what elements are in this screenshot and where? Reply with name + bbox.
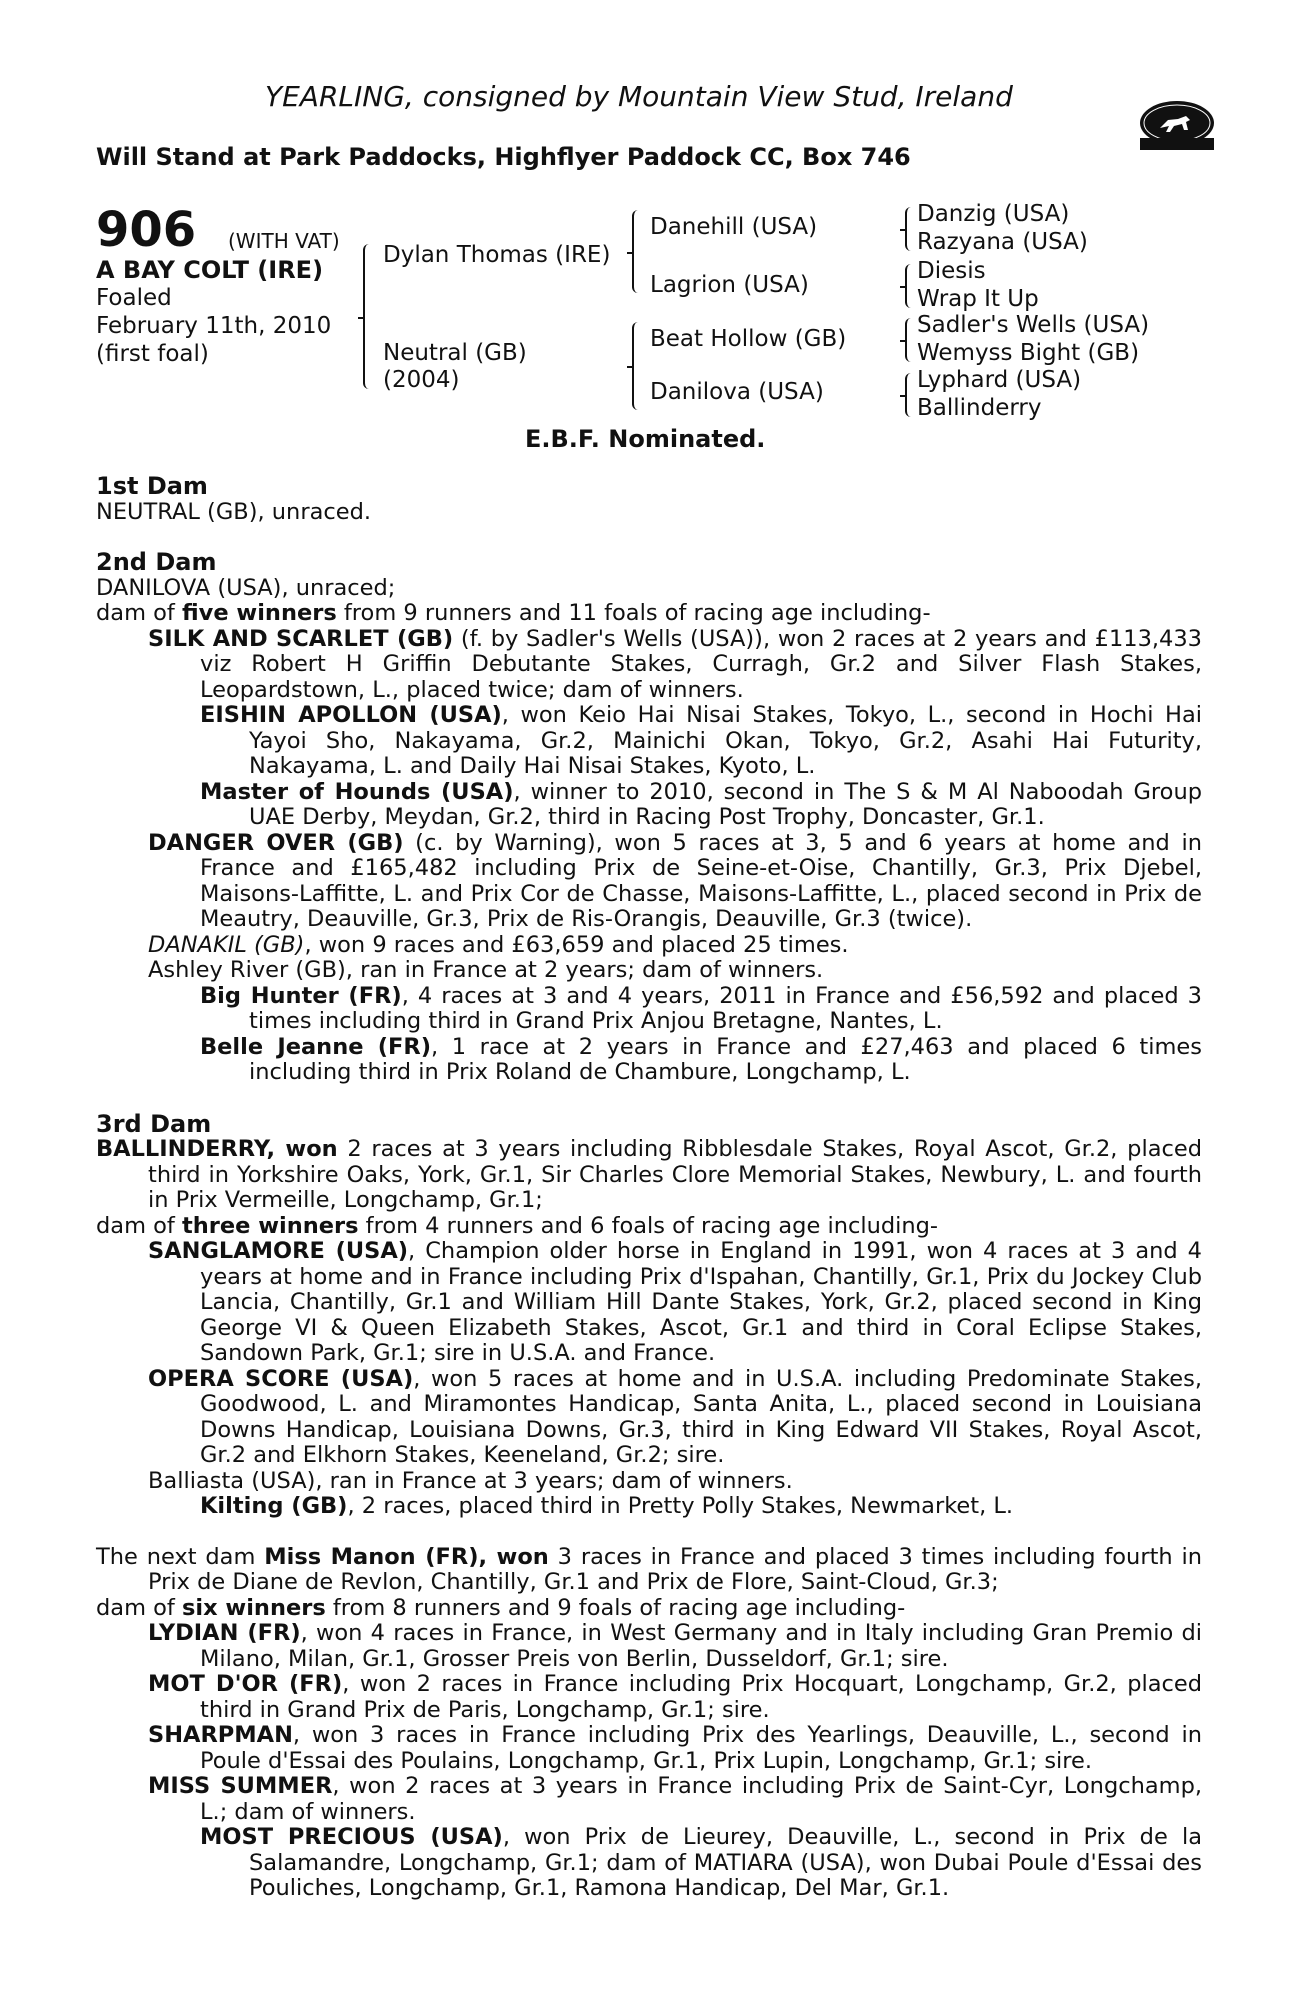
second-dam-entry: Belle Jeanne (FR), 1 race at 2 years in France and £27,463 and placed 6 times including third in Prix Roland de Chambure, Longchamp, L. [200, 1033, 1202, 1085]
next-dam-entry: SHARPMAN, won 3 races in France including Prix des Yearlings, Deauville, L., second in Poule d'Essai des Poulains, Longchamp, Gr.1, Prix Lupin, Longchamp, Gr.1; sire. [148, 1722, 1202, 1774]
page-title: YEARLING, consigned by Mountain View Stud, Ireland [265, 80, 1013, 113]
pedigree-ggs-6: Wemyss Bight (GB) [917, 340, 1140, 366]
pedigree-ggs-5: Sadler's Wells (USA) [917, 312, 1150, 338]
pedigree-ggs-7: Lyphard (USA) [917, 367, 1082, 393]
second-dam-entry: SILK AND SCARLET (GB) (f. by Sadler's Wells (USA)), won 2 races at 2 years and £113,433 viz Robert H Griffin Debutante Stakes, Curragh, Gr.2 and Silver Flash Stakes, Leopardstown, L., placed twice; dam of winners. [148, 625, 1202, 703]
second-dam-entry: DANGER OVER (GB) (c. by Warning), won 5 races at 3, 5 and 6 years at home and in France and £165,482 including Prix de Seine-et-Oise, Chantilly, Gr.3, Prix Djebel, Maisons-Laffitte, L. and Prix Cor de Chasse, Maisons-Laffitte, L., placed second in Prix de Meautry, Deauville, Gr.3, Prix de Ris-Orangis, Deauville, Gr.3 (twice). [148, 829, 1202, 932]
third-dam-entry: Kilting (GB), 2 races, placed third in Pretty Polly Stakes, Newmarket, L. [200, 1493, 1014, 1519]
ggs-brace-1 [905, 207, 915, 251]
lot-number: 906 [96, 202, 197, 258]
next-dam-record: The next dam Miss Manon (FR), won 3 races in France and placed 3 times including fourth in Prix de Diane de Revlon, Chantilly, Gr.1 and Prix de Flore, Saint-Cloud, Gr.3; [96, 1543, 1203, 1595]
pedigree-sire: Dylan Thomas (IRE) [383, 242, 611, 268]
pedigree-dam: Neutral (GB) [383, 340, 527, 366]
second-dam-entry: Master of Hounds (USA), winner to 2010, second in The S & M Al Naboodah Group UAE Derby, Meydan, Gr.2, third in Racing Post Trophy, Doncaster, Gr.1. [200, 778, 1202, 830]
lot-name: A BAY COLT (IRE) [96, 256, 324, 284]
second-dam-entry: DANAKIL (GB), won 9 races and £63,659 and placed 25 times. [148, 931, 849, 958]
pedigree-ggs-2: Razyana (USA) [917, 229, 1088, 255]
ggs-brace-4 [905, 373, 915, 417]
pedigree-gd1: Lagrion (USA) [650, 272, 809, 298]
dam-parents-brace [632, 322, 642, 410]
ggs-brace-2 [905, 264, 915, 308]
third-dam-produce-line: dam of three winners from 4 runners and 6 foals of racing age including- [96, 1212, 939, 1239]
pedigree-ggs-8: Ballinderry [917, 395, 1042, 421]
pedigree-ggs-3: Diesis [917, 258, 986, 284]
third-dam-entry: SANGLAMORE (USA), Champion older horse in England in 1991, won 4 races at 3 and 4 years at home and in France including Prix d'Ispahan, Chantilly, Gr.1, Prix du Jockey Club Lancia, Chantilly, Gr.1 and William Hill Dante Stakes, York, Gr.2, placed second in King George VI & Queen Elizabeth Stakes, Ascot, Gr.1 and third in Coral Eclipse Stakes, Sandown Park, Gr.1; sire in U.S.A. and France. [148, 1238, 1202, 1366]
venue-line: Will Stand at Park Paddocks, Highflyer Paddock CC, Box 746 [96, 143, 911, 171]
third-dam-entry: Balliasta (USA), ran in France at 3 years; dam of winners. [148, 1467, 793, 1494]
next-dam-entry: MOST PRECIOUS (USA), won Prix de Lieurey, Deauville, L., second in Prix de la Salamandre, Longchamp, Gr.1; dam of MATIARA (USA), won Dubai Poule d'Essai des Pouliches, Longchamp, Gr.1, Ramona Handicap, Del Mar, Gr.1. [200, 1824, 1202, 1901]
next-dam-entry: MOT D'OR (FR), won 2 races in France including Prix Hocquart, Longchamp, Gr.2, placed third in Grand Prix de Paris, Longchamp, Gr.1; sire. [148, 1671, 1203, 1723]
pedigree-gs1: Danehill (USA) [650, 214, 818, 240]
second-dam-produce-line: dam of five winners from 9 runners and 11 foals of racing age including- [96, 600, 931, 626]
foaled-date: February 11th, 2010 [96, 313, 332, 339]
catalogue-body [96, 474, 1202, 1902]
second-dam-heading: 2nd Dam [96, 548, 217, 576]
sire-parents-brace [632, 210, 642, 293]
third-dam-heading: 3rd Dam [96, 1109, 212, 1138]
next-dam-produce-line: dam of six winners from 8 runners and 9 foals of racing age including- [96, 1594, 906, 1621]
vat-note: (WITH VAT) [228, 229, 340, 253]
second-dam-line: DANILOVA (USA), unraced; [96, 574, 396, 601]
next-dam-entry: MISS SUMMER, won 2 races at 3 years in France including Prix de Saint-Cyr, Longchamp, L.; dam of winners. [148, 1773, 1202, 1825]
pedigree-gd2: Danilova (USA) [650, 379, 824, 405]
second-dam-entry: EISHIN APOLLON (USA), won Keio Hai Nisai Stakes, Tokyo, L., second in Hochi Hai Yayoi Sho, Nakayama, Gr.2, Mainichi Okan, Tokyo, Gr.2, Asahi Hai Futurity, Nakayama, L. and Daily Hai Nisai Stakes, Kyoto, L. [200, 702, 1202, 779]
pedigree-ggs-4: Wrap It Up [917, 286, 1039, 312]
next-dam-entry: LYDIAN (FR), won 4 races in France, in West Germany and in Italy including Gran Premio di Milano, Milan, Gr.1, Grosser Preis von Berlin, Dusseldorf, Gr.1; sire. [148, 1620, 1202, 1672]
first-dam-heading: 1st Dam [96, 472, 208, 500]
foal-note: (first foal) [96, 341, 209, 367]
third-dam-entry: OPERA SCORE (USA), won 5 races at home and in U.S.A. including Predominate Stakes, Goodwood, L. and Miramontes Handicap, Santa Anita, L., placed second in Louisiana Downs Handicap, Louisiana Downs, Gr.3, third in King Edward VII Stakes, Royal Ascot, Gr.2 and Elkhorn Stakes, Keeneland, Gr.2; sire. [148, 1365, 1203, 1468]
pedigree-dam-year: (2004) [383, 367, 460, 393]
second-dam-entry: Ashley River (GB), ran in France at 2 years; dam of winners. [148, 957, 824, 983]
foaled-label: Foaled [96, 285, 172, 311]
ebf-nomination: E.B.F. Nominated. [525, 425, 766, 453]
ggs-brace-3 [905, 318, 915, 362]
pedigree-gs2: Beat Hollow (GB) [650, 326, 847, 352]
pedigree-ggs-1: Danzig (USA) [917, 201, 1070, 227]
yearling-bonus-badge [1138, 94, 1216, 152]
first-dam-text: NEUTRAL (GB), unraced. [96, 498, 371, 525]
sire-dam-brace [363, 244, 373, 389]
third-dam-record: BALLINDERRY, won 2 races at 3 years including Ribblesdale Stakes, Royal Ascot, Gr.2, placed third in Yorkshire Oaks, York, Gr.1, Sir Charles Clore Memorial Stakes, Newbury, L. and fourth in Prix Vermeille, Longchamp, Gr.1; [96, 1136, 1202, 1213]
second-dam-entry: Big Hunter (FR), 4 races at 3 and 4 years, 2011 in France and £56,592 and placed 3 times including third in Grand Prix Anjou Bretagne, Nantes, L. [200, 982, 1203, 1034]
